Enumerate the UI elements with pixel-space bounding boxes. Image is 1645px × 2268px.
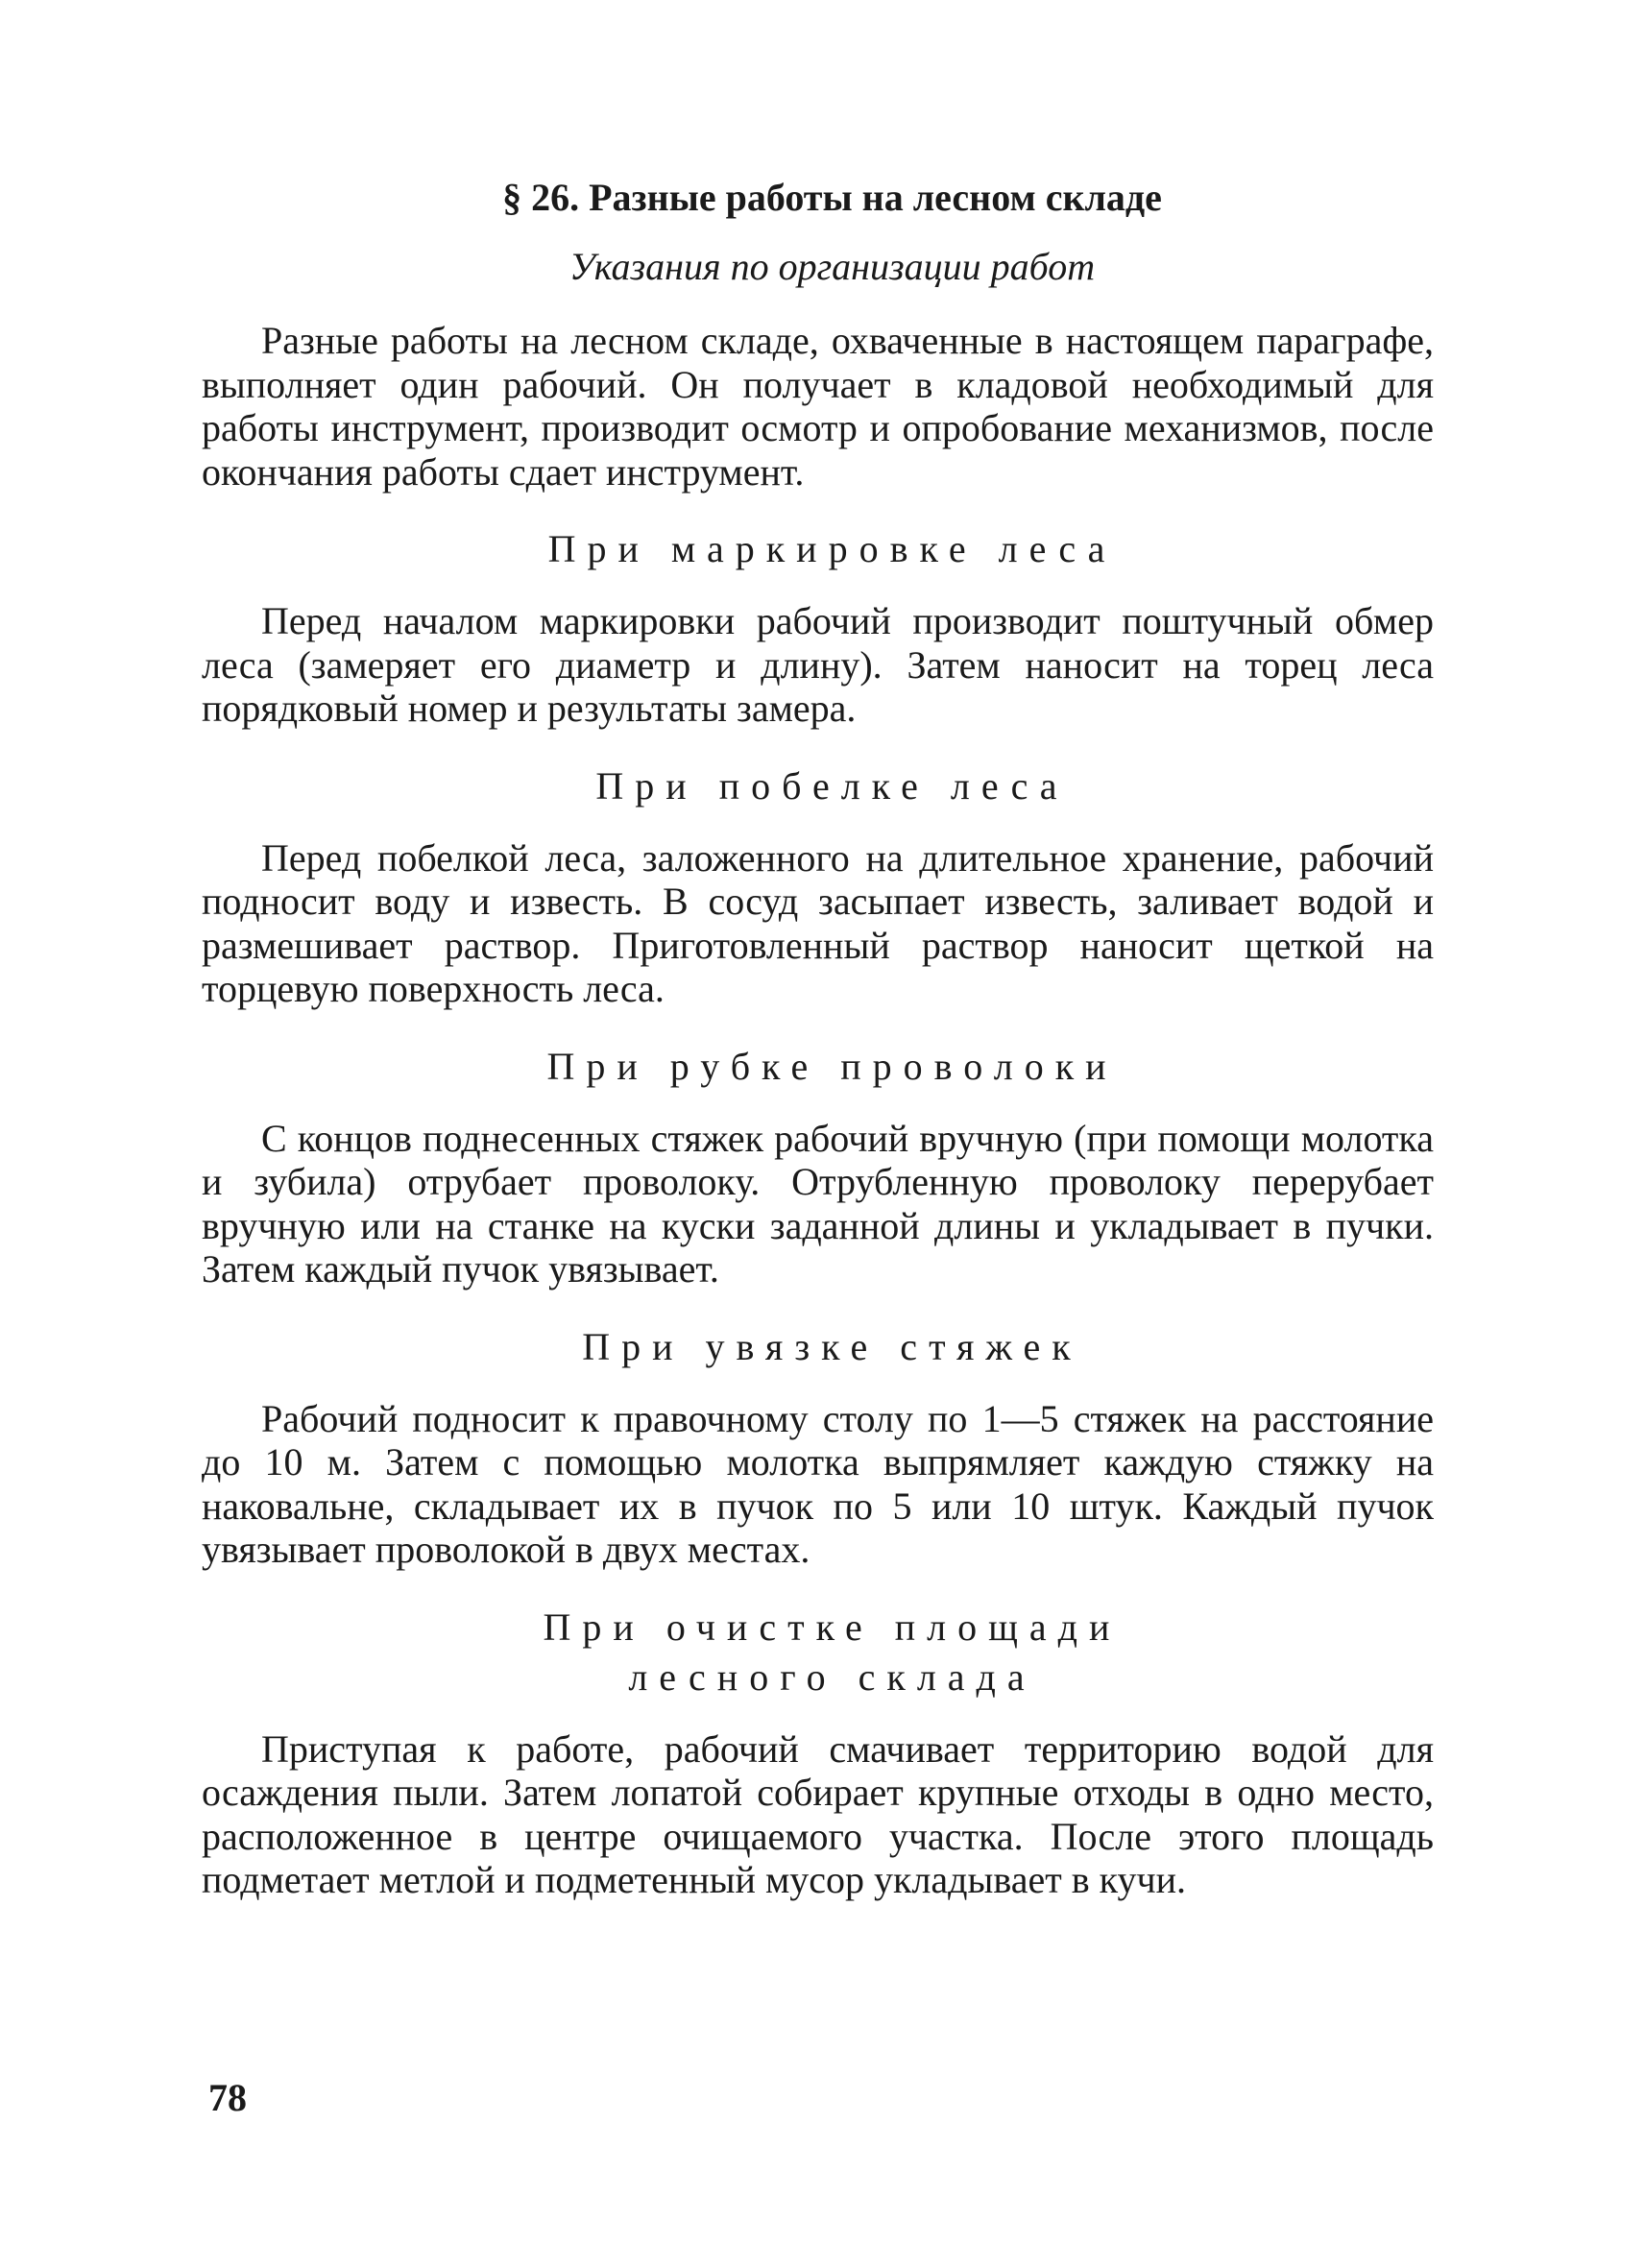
heading-yard-cleaning-line2: лесного склада	[628, 1654, 1036, 1699]
paragraph-yard-cleaning: Приступая к работе, рабочий смачивает территорию водой для осаждения пыли. Затем лопатой собирает крупные отходы в одно место, расположенное в центре очищаемого участка. После этого площадь подметает метлой и подметенный мусор укладывает в кучи.	[202, 1726, 1434, 1901]
paragraph-whitewashing: Перед побелкой леса, заложенного на длительное хранение, рабочий подносит воду и известь. В сосуд засыпает известь, заливает водой и размешивает раствор. Приготовленный раствор наносит щеткой на торцевую поверхность леса.	[202, 835, 1434, 1010]
heading-wire-cutting: При рубке проволоки	[546, 1044, 1118, 1088]
heading-marking: При маркировке леса	[547, 527, 1117, 570]
heading-whitewashing: При побелке леса	[595, 763, 1069, 808]
paragraph-marking: Перед началом маркировки рабочий производит поштучный обмер леса (замеряет его диаметр и длину). Затем наносит на торец леса порядковый номер и результаты замера.	[202, 599, 1434, 730]
page-number: 78	[208, 2076, 247, 2119]
heading-tie-bundling: При увязке стяжек	[582, 1324, 1082, 1368]
paragraph-wire-cutting: С концов поднесенных стяжек рабочий вручную (при помощи молотка и зубила) отрубает проволоку. Отрубленную проволоку перерубает вручную или на станке на куски заданной длины и укладывает в пучки. Затем каждый пучок увязывает.	[202, 1116, 1434, 1291]
heading-yard-cleaning-line1: При очистке площади	[543, 1604, 1122, 1649]
intro-paragraph: Разные работы на лесном складе, охваченные в настоящем параграфе, выполняет один рабочий. Он получает в кладовой необходимый для работы инструмент, производит осмотр и опробование механизмов, после окончания работы сдает инструмент.	[202, 319, 1434, 494]
heading-yard-cleaning	[202, 1603, 1434, 1702]
section-title: § 26. Разные работы на лесном складе	[502, 176, 1162, 219]
page-body	[202, 173, 1434, 1902]
subtitle: Указания по организации работ	[568, 245, 1096, 288]
paragraph-tie-bundling: Рабочий подносит к правочному столу по 1—5 стяжек на расстояние до 10 м. Затем с помощью молотка выпрямляет каждую стяжку на наковальне, складывает их в пучок по 5 или 10 штук. Каждый пучок увязывает проволокой в двух местах.	[202, 1396, 1434, 1571]
